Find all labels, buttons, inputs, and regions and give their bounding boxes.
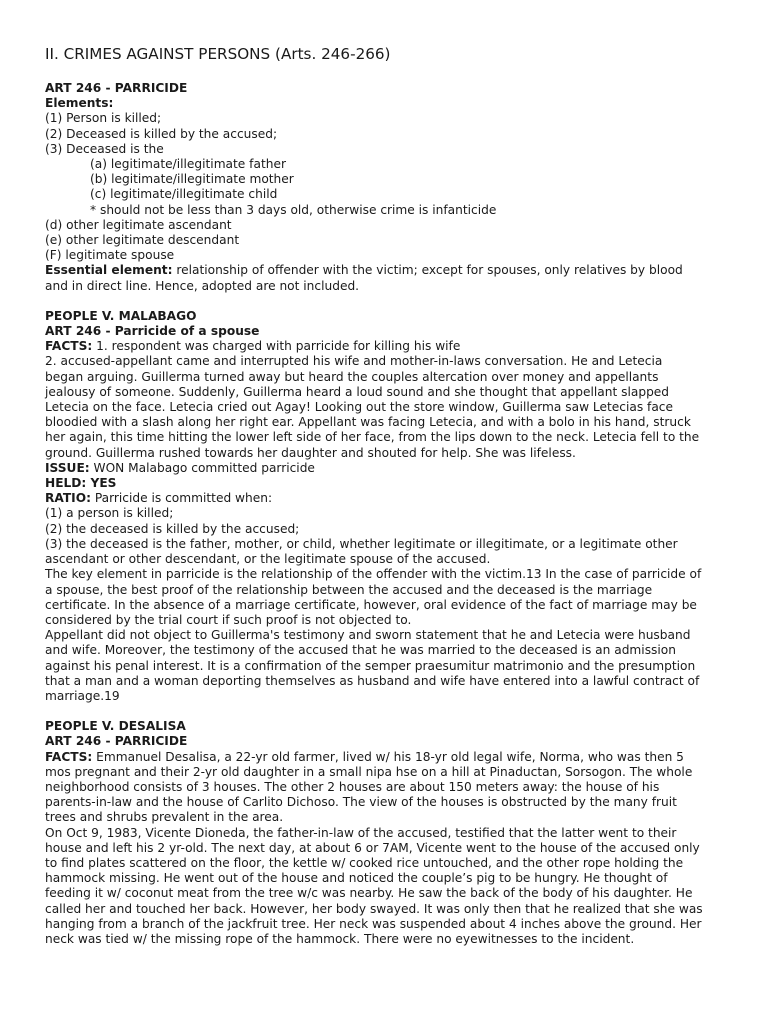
facts-text-line: hammock missing. He went out of the house and noticed the couple’s pig to be hungry. He thought of (45, 871, 668, 886)
element-sub-item: (a) legitimate/illegitimate father (90, 157, 286, 172)
ratio-text-line: (3) the deceased is the father, mother, or child, whether legitimate or illegitimate, or a legitimate other (45, 536, 678, 551)
facts-text-line: hanging from a branch of the jackfruit tree. Her neck was suspended about 4 inches above the ground. Her (45, 916, 702, 931)
ratio-text-line: ascendant or other descendant, or the legitimate spouse of the accused. (45, 552, 491, 567)
ratio-text-line: against his penal interest. It is a confirmation of the semper praesumitur matrimonio and the presumption (45, 658, 696, 673)
facts-text-line: ground. Guillerma rushed towards her daughter and shouted for help. She was lifeless. (45, 445, 576, 460)
element-item: (2) Deceased is killed by the accused; (45, 126, 278, 141)
element-sub-note: * should not be less than 3 days old, otherwise crime is infanticide (90, 202, 497, 217)
element-item: (1) Person is killed; (45, 111, 162, 126)
facts-text-line: parents-in-law and the house of Carlito Dichoso. The view of the houses is obstructed by the many fruit (45, 795, 677, 810)
facts-text-line: her again, this time hitting the lower left side of her face, from the lips down to the neck. Letecia fell to the (45, 430, 700, 445)
facts-text-line: called her and touched her back. However, her body swayed. It was only then that he realized that she was (45, 901, 703, 916)
case-title: PEOPLE V. MALABAGO (45, 308, 197, 323)
art-246-section (45, 81, 728, 294)
facts-text-line: feeding it w/ coconut meat from the tree w/c was nearby. He saw the back of the body of his daughter. He (45, 886, 693, 901)
ratio-text-line: marriage.19 (45, 688, 120, 703)
element-sub-item: (c) legitimate/illegitimate child (90, 187, 278, 202)
case-title: PEOPLE V. DESALISA (45, 719, 186, 734)
facts-text-line: On Oct 9, 1983, Vicente Dioneda, the father-in-law of the accused, testified that the latter went to their (45, 825, 677, 840)
ratio-text-line: a spouse, the best proof of the relationship between the accused and the deceased is the marriage (45, 582, 653, 597)
facts-text-line: trees and shrubs prevalent in the area. (45, 810, 284, 825)
facts-text: Emmanuel Desalisa, a 22-yr old farmer, lived w/ his 18-yr old legal wife, Norma, who was then 5 (92, 749, 684, 764)
issue-line (45, 461, 728, 476)
essential-element-text-cont: and in direct line. Hence, adopted are not included. (45, 278, 360, 293)
element-item: (3) Deceased is the (45, 141, 164, 156)
facts-text-line: house and left his 2 yr-old. The next day, at about 6 or 7AM, Vicente went to the house of the accused only (45, 840, 700, 855)
case-desalisa (45, 719, 728, 947)
element-sub-item: (b) legitimate/illegitimate mother (90, 172, 294, 187)
ratio-text-line: that a man and a woman deporting themselves as husband and wife have entered into a lawful contract of (45, 673, 700, 688)
element-item: (F) legitimate spouse (45, 248, 175, 263)
issue-label: ISSUE: (45, 460, 90, 475)
ratio-label: RATIO: (45, 491, 91, 506)
ratio-text-line: and wife. Moreover, the testimony of the accused that he was married to the deceased is an admission (45, 643, 676, 658)
essential-element-line (45, 263, 728, 278)
facts-text-line: mos pregnant and their 2-yr old daughter in a small nipa hse on a hill at Pinaductan, Sorsogon. The whole (45, 764, 693, 779)
ratio-text: Parricide is committed when: (90, 491, 273, 506)
essential-element-text: relationship of offender with the victim; except for spouses, only relatives by blood (172, 263, 683, 278)
ratio-text-line: considered by the trial court if such proof is not objected to. (45, 612, 412, 627)
facts-text-line: 2. accused-appellant came and interrupted his wife and mother-in-laws conversation. He and Letecia (45, 354, 663, 369)
facts-label: FACTS: (45, 339, 93, 354)
facts-line (45, 750, 728, 765)
essential-element-label: Essential element: (45, 263, 173, 278)
held-line: HELD: YES (45, 476, 117, 491)
facts-text-line: Letecia on the face. Letecia cried out Agay! Looking out the store window, Guillerma saw Letecias face (45, 400, 673, 415)
facts-text: 1. respondent was charged with parricide for killing his wife (92, 339, 461, 354)
ratio-text-line: (1) a person is killed; (45, 506, 174, 521)
elements-label: Elements: (45, 96, 114, 111)
ratio-text-line: The key element in parricide is the relationship of the offender with the victim.13 In the case of parricide of (45, 567, 702, 582)
case-article: ART 246 - PARRICIDE (45, 734, 188, 749)
element-item: (d) other legitimate ascendant (45, 217, 232, 232)
section-heading: II. CRIMES AGAINST PERSONS (Arts. 246-266) (45, 45, 391, 63)
facts-text-line: to find plates scattered on the floor, the kettle w/ cooked rice untouched, and the other rope holding the (45, 855, 684, 870)
case-malabago (45, 309, 728, 704)
issue-text: WON Malabago committed parricide (89, 460, 315, 475)
facts-text-line: jealousy of someone. Suddenly, Guillerma heard a loud sound and she thought that appellant slapped (45, 384, 670, 399)
case-article: ART 246 - Parricide of a spouse (45, 324, 260, 339)
element-item: (e) other legitimate descendant (45, 233, 240, 248)
facts-text-line: began arguing. Guillerma turned away but heard the couples altercation over money and appellants (45, 369, 659, 384)
facts-text-line: bloodied with a slash along her right ear. Appellant was facing Letecia, and with a bolo in his hand, struck (45, 415, 691, 430)
ratio-text-line: (2) the deceased is killed by the accused; (45, 521, 300, 536)
ratio-line (45, 491, 728, 506)
ratio-text-line: Appellant did not object to Guillerma's testimony and sworn statement that he and Letecia were husband (45, 628, 691, 643)
facts-label: FACTS: (45, 749, 93, 764)
art-246-title: ART 246 - PARRICIDE (45, 81, 188, 95)
facts-text-line: neighborhood consists of 3 houses. The other 2 houses are about 150 meters away: the house of his (45, 779, 660, 794)
facts-line (45, 339, 728, 354)
ratio-text-line: certificate. In the absence of a marriage certificate, however, oral evidence of the fact of marriage may be (45, 597, 697, 612)
facts-text-line: neck was tied w/ the missing rope of the hammock. There were no eyewitnesses to the incident. (45, 931, 635, 946)
